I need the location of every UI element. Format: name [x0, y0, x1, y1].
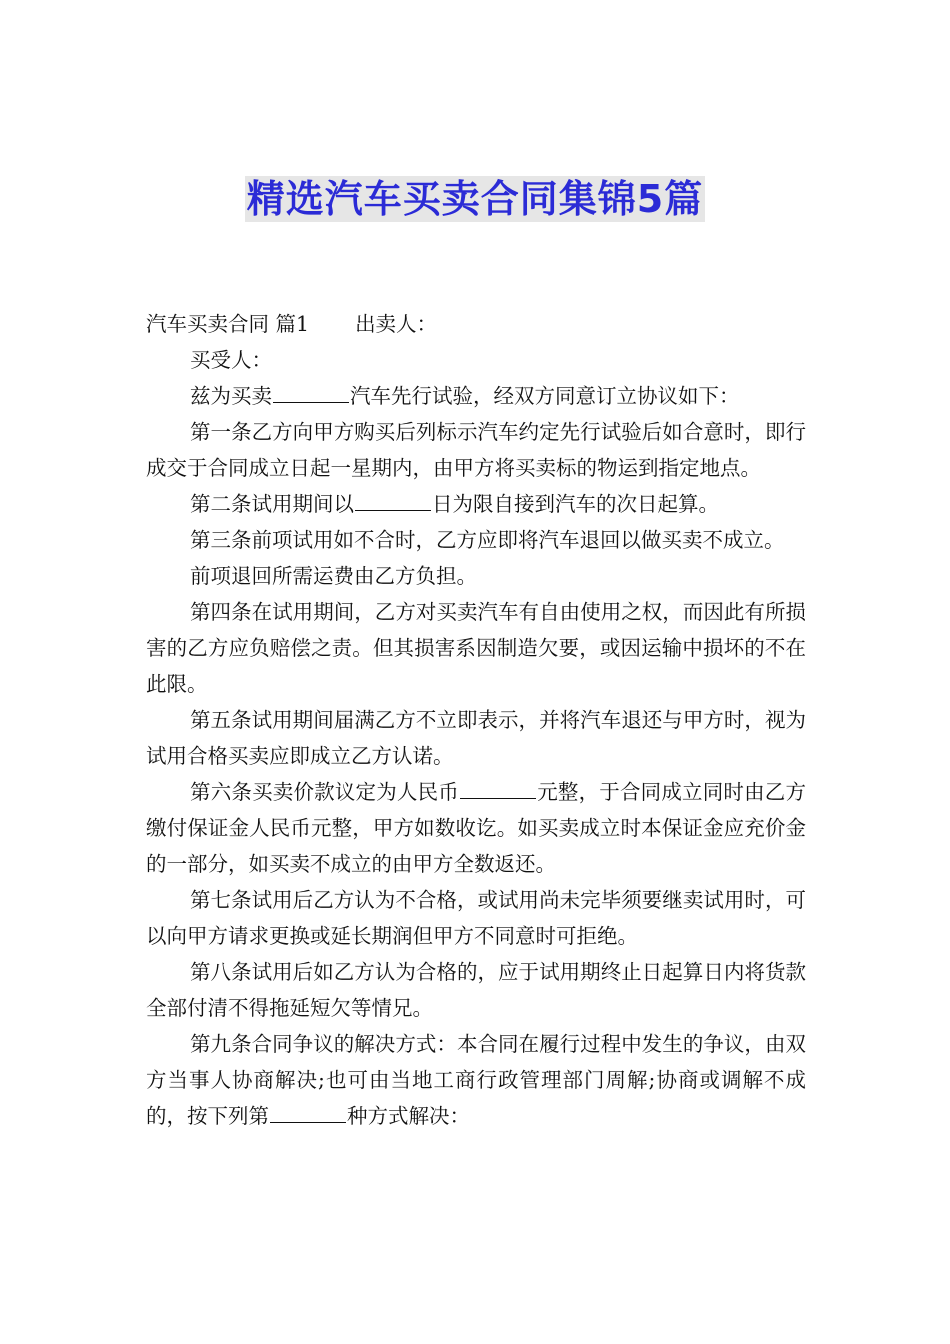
buyer-label: 买受人：	[190, 348, 272, 372]
seller-label: 出卖人：	[355, 312, 438, 336]
document-body	[146, 306, 806, 1134]
paragraph-article-9	[146, 1026, 806, 1134]
contract-heading: 汽车买卖合同 篇1	[146, 312, 310, 336]
buyer-line	[146, 342, 806, 378]
paragraph-text: 汽车先行试验，经双方同意订立协议如下：	[350, 384, 740, 408]
paragraph-article-1: 第一条乙方向甲方购买后列标示汽车约定先行试验后如合意时，即行成交于合同成立日起一星期内，由甲方将买卖标的物运到指定地点。	[146, 420, 806, 480]
paragraph-text: 兹为买卖	[190, 384, 272, 408]
document-title: 精选汽车买卖合同集锦5篇	[246, 177, 704, 221]
paragraph-text: 第二条试用期间以	[190, 492, 354, 516]
paragraph-freight: 前项退回所需运费由乙方负担。	[190, 564, 477, 588]
fill-blank	[270, 1102, 346, 1123]
paragraph-article-4: 第四条在试用期间，乙方对买卖汽车有自由使用之权，而因此有所损害的乙方应负赔偿之责。但其损害系因制造欠要，或因运输中损坏的不在此限。	[146, 600, 806, 696]
paragraph-text: 第九条合同争议的解决方式：本合同在履行过程中发生的争议，由双方当事人协商解决;也可由当地工商行政管理部门周解;协商或调解不成的，按下列第	[146, 1032, 806, 1128]
paragraph-article-6	[146, 774, 806, 882]
fill-blank	[460, 778, 536, 799]
paragraph-text: 元整，于合同成立同时由乙方缴付保证金人民币元整，甲方如数收讫。如买卖成立时本保证金应充价金的一部分，如买卖不成立的由甲方全数返还。	[146, 780, 806, 876]
fill-blank	[273, 382, 349, 403]
fill-blank	[355, 490, 431, 511]
paragraph-article-2	[146, 486, 806, 522]
paragraph-text: 日为限自接到汽车的次日起算。	[432, 492, 719, 516]
paragraph-article-5: 第五条试用期间届满乙方不立即表示，并将汽车退还与甲方时，视为试用合格买卖应即成立乙方认诺。	[146, 708, 806, 768]
paragraph-article-3: 第三条前项试用如不合时，乙方应即将汽车退回以做买卖不成立。	[190, 528, 785, 552]
paragraph-text: 种方式解决：	[347, 1104, 470, 1128]
title-container	[0, 176, 950, 222]
paragraph-article-8: 第八条试用后如乙方认为合格的，应于试用期终止日起算日内将货款全部付清不得拖延短欠等情兄。	[146, 960, 806, 1020]
paragraph-intro	[146, 378, 806, 414]
paragraph-article-7: 第七条试用后乙方认为不合格，或试用尚未完毕须要继卖试用时，可以向甲方请求更换或延长期润但甲方不同意时可拒绝。	[146, 888, 806, 948]
paragraph-text: 第六条买卖价款议定为人民币	[190, 780, 459, 804]
heading-line	[146, 306, 806, 342]
